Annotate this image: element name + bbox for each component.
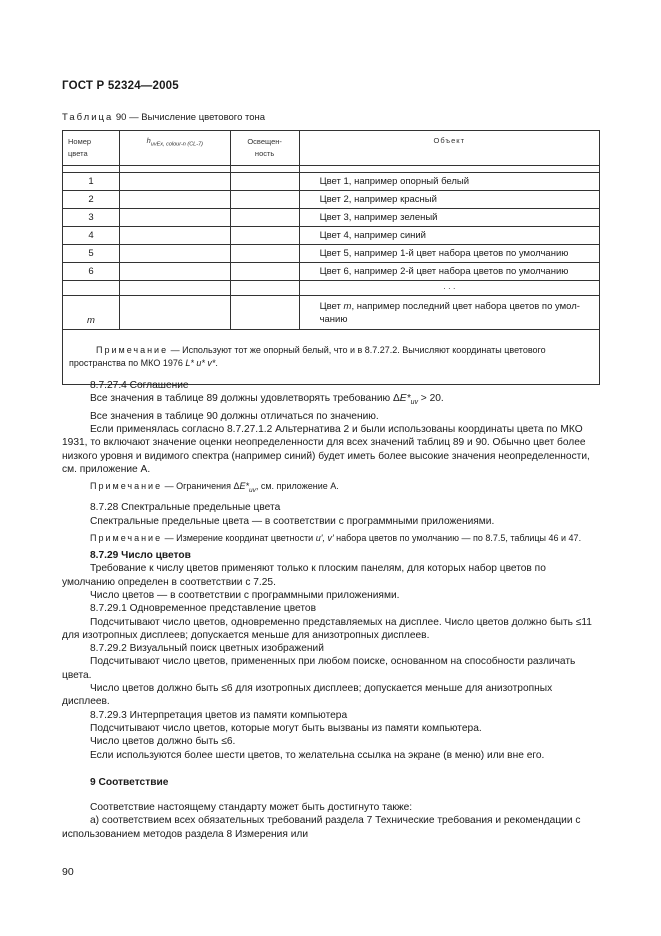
note-word: Примечание [96, 345, 169, 355]
note-text-b: . [215, 358, 218, 368]
table-row [63, 227, 600, 245]
head-hue-subscript: uvEx, colour-n (CL-7) [150, 141, 203, 148]
row-object: Цвет 5, например 1-й цвет набора цветов по умолчанию [299, 245, 599, 263]
obj-text-c: чанию [319, 313, 348, 325]
table-row [63, 173, 600, 191]
note-2 [62, 532, 600, 545]
paragraph: Спектральные предельные цвета — в соответствии с программными приложениями. [90, 515, 495, 527]
paragraph: Если используются более шести цветов, то желательна ссылка на экране (в меню) или вне его. [90, 749, 545, 761]
table-ellipsis-row [63, 281, 600, 296]
section-8-7-29-1-title: 8.7.29.1 Одновременное представление цветов [90, 603, 316, 615]
table-caption-word: Таблица [62, 112, 114, 123]
row-number: 6 [63, 263, 120, 281]
paragraph: а) соответствием всех обязательных требований раздела 7 Технические требования и рекомендации с использованием методов раздела 8 Измерения или [62, 815, 581, 840]
symbol: E* [239, 481, 249, 492]
section-8-7-27-4-title: 8.7.27.4 Соглашение [90, 380, 189, 391]
note-1 [62, 480, 600, 497]
obj-text-b: , например последний цвет набора цветов по умол- [351, 300, 580, 312]
row-object: Цвет 4, например синий [299, 227, 599, 245]
paragraph: Подсчитывают число цветов, примененных при любом поиске, основанном на способности различать цвета. [62, 656, 576, 681]
text: набора цветов по умолчанию — по 8.7.5, таблицы 46 и 47. [333, 532, 582, 543]
body-text [62, 379, 600, 841]
row-number: 1 [63, 173, 120, 191]
table-note-row [63, 330, 600, 385]
text: Все значения в таблице 89 должны удовлетворять требованию Δ [90, 393, 400, 405]
text: , см. приложение А. [255, 481, 339, 492]
table-row-last [63, 296, 600, 330]
row-object-last [299, 296, 599, 330]
paragraph: Соответствие настоящему стандарту может быть достигнуто также: [90, 802, 413, 814]
row-object: Цвет 3, например зеленый [299, 209, 599, 227]
section-8-7-29-3-title: 8.7.29.3 Интерпретация цветов из памяти компьютера [90, 709, 348, 721]
table-row [63, 245, 600, 263]
table-note [63, 330, 600, 385]
head-hue [119, 131, 230, 166]
subscript: uv [248, 486, 256, 494]
table-head-row [63, 131, 600, 166]
note-text-a: — Используют тот же опорный белый, что и в 8.7.27.2. Вычисляют координаты цветового пространства по МКО 1976 [69, 345, 546, 368]
note-word: Примечание [90, 532, 163, 543]
paragraph: Подсчитывают число цветов, одновременно представляемых на дисплее. Число цветов должно быть ≤11 для изотропных дисплеев; допускается меньше для анизотропных дисплеев. [62, 616, 592, 641]
table-spacer-row [63, 166, 600, 173]
row-object: Цвет 2, например красный [299, 191, 599, 209]
paragraph: Подсчитывают число цветов, которые могут быть вызваны из памяти компьютера. [90, 722, 482, 734]
paragraph: Число цветов должно быть ≤6. [90, 736, 236, 748]
row-number-m: m [63, 296, 120, 330]
ellipsis: · · · [299, 281, 599, 296]
obj-text-m: m [343, 300, 352, 312]
paragraph: Если применялась согласно 8.7.27.1.2 Альтернатива 2 и были использованы координаты цвета по МКО 1931, то включают значение оценки неопределенности для всех значений таблиц 89 и 90. Обычно цвет более низкого уровня и видимого спектра (например синий) будет иметь более высокие значения неопределенности, см. приложение А. [62, 423, 590, 475]
head-number-line1: Номер [68, 137, 92, 146]
head-number-line2: цвета [68, 149, 88, 158]
subscript: uv [410, 399, 418, 407]
paragraph: Число цветов должно быть ≤6 для изотропных дисплеев; допускается меньше для анизотропных дисплеев. [62, 683, 553, 708]
obj-text-a: Цвет [319, 300, 344, 312]
head-illuminance [230, 131, 299, 166]
paragraph [62, 392, 600, 409]
document-header: ГОСТ Р 52324—2005 [62, 80, 179, 92]
row-number: 3 [63, 209, 120, 227]
text: > 20. [417, 393, 444, 405]
row-number: 4 [63, 227, 120, 245]
section-9-title: 9 Соответствие [90, 776, 169, 788]
head-illuminance-line2: ность [254, 149, 275, 158]
section-8-7-29-2-title: 8.7.29.2 Визуальный поиск цветных изображений [90, 643, 324, 655]
table-90 [62, 130, 600, 385]
symbol: u', v' [315, 532, 334, 543]
table-row [63, 263, 600, 281]
section-8-7-28-title: 8.7.28 Спектральные предельные цвета [90, 502, 281, 514]
head-illuminance-line1: Освещен- [247, 137, 282, 146]
table-row [63, 191, 600, 209]
row-number: 5 [63, 245, 120, 263]
head-hue-symbol: h [146, 136, 151, 145]
head-number [63, 131, 120, 166]
table-caption [62, 112, 265, 123]
section-8-7-29-title: 8.7.29 Число цветов [90, 550, 191, 562]
paragraph: Все значения в таблице 90 должны отличаться по значению. [90, 410, 379, 422]
head-object: Объект [299, 131, 599, 166]
page-number: 90 [62, 866, 74, 878]
table-row [63, 209, 600, 227]
row-object: Цвет 1, например опорный белый [299, 173, 599, 191]
note-text-italic: L* u* v* [185, 358, 216, 368]
table-caption-text: 90 — Вычисление цветового тона [113, 112, 266, 123]
text: — Измерение координат цветности [162, 532, 316, 543]
row-number: 2 [63, 191, 120, 209]
note-word: Примечание [90, 481, 163, 492]
row-object: Цвет 6, например 2-й цвет набора цветов по умолчанию [299, 263, 599, 281]
symbol: E* [399, 393, 411, 405]
paragraph: Требование к числу цветов применяют только к плоским панелям, для которых набор цветов по умолчанию определен в соответствии с 7.25. [62, 563, 546, 588]
paragraph: Число цветов — в соответствии с программными приложениями. [90, 589, 400, 601]
text: — Ограничения Δ [162, 481, 240, 492]
